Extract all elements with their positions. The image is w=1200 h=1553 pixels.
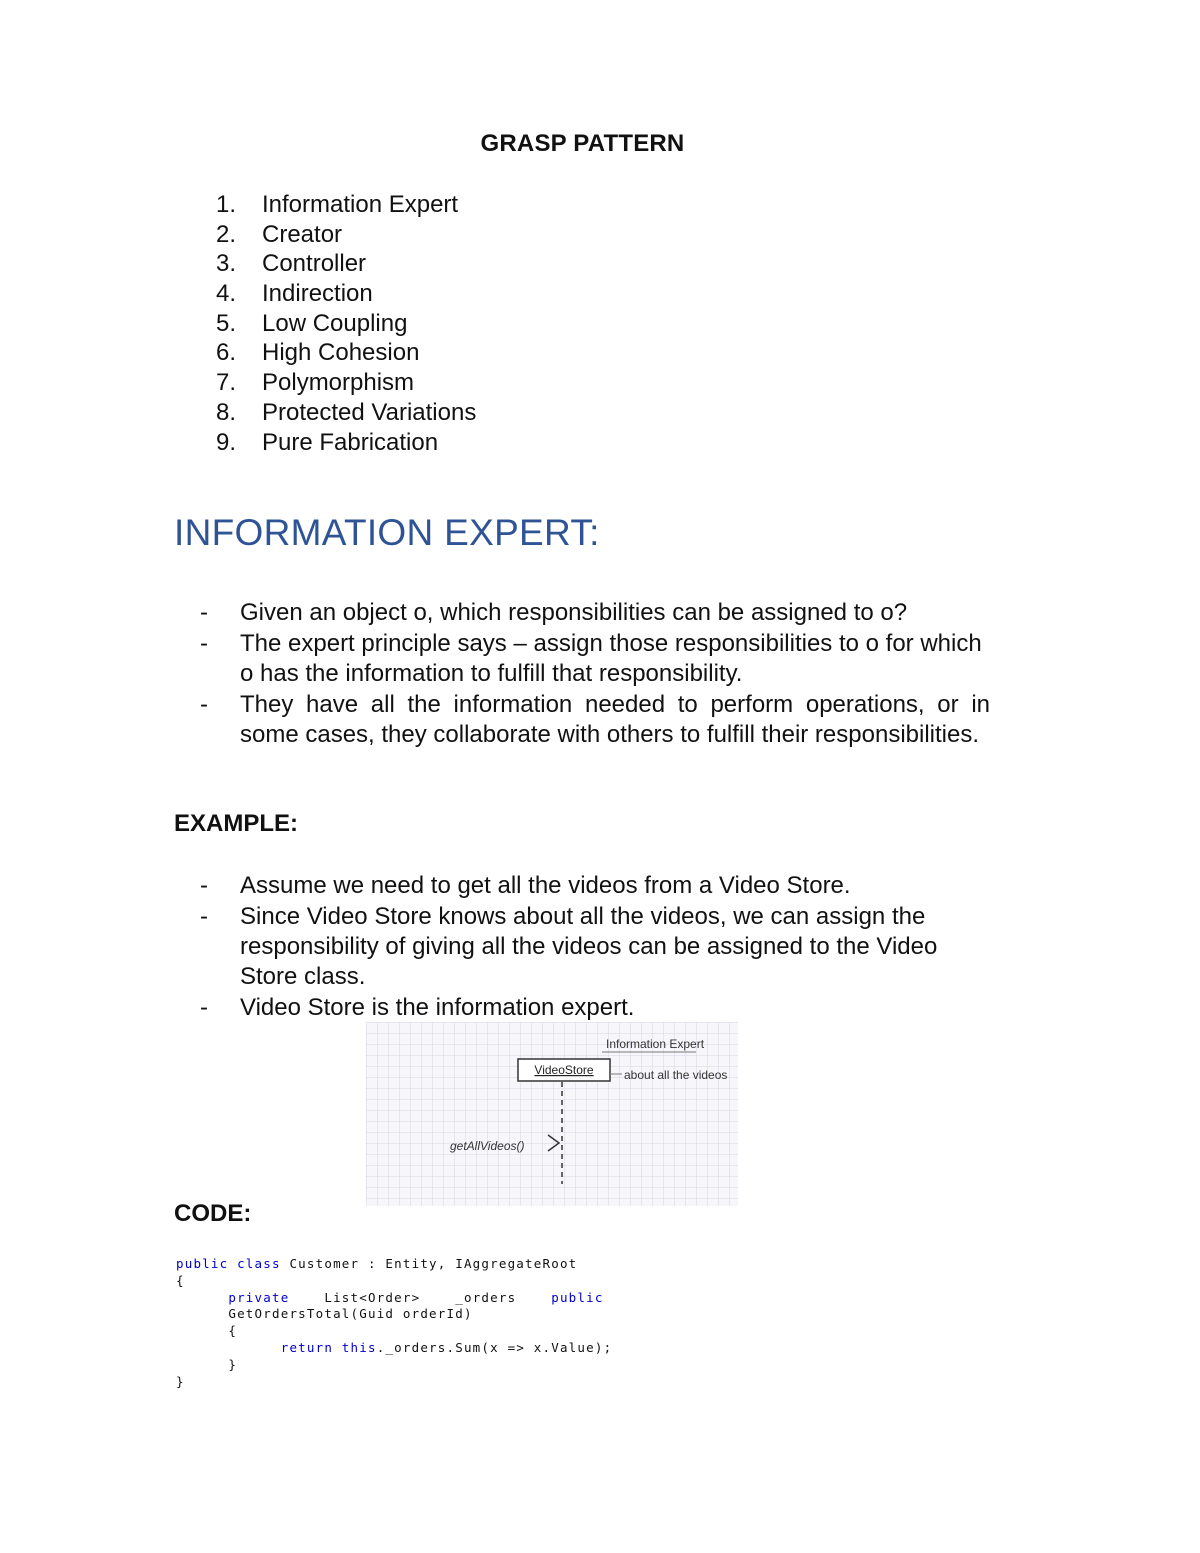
list-label: Controller <box>262 250 367 278</box>
code-text: ._orders.Sum(x => x.Value); <box>376 1339 613 1355</box>
list-number: 5. <box>216 309 237 337</box>
list-item <box>216 428 476 458</box>
list-item <box>216 249 476 279</box>
list-item <box>216 368 476 398</box>
list-item <box>216 220 476 250</box>
list-number: 6. <box>216 339 237 367</box>
code-text: Customer : Entity, IAggregateRoot <box>280 1256 578 1271</box>
bullet-item <box>200 993 990 1023</box>
list-item <box>216 309 476 339</box>
list-label: High Cohesion <box>262 339 420 367</box>
note-text: about all the videos <box>624 1068 728 1082</box>
list-label: Pure Fabrication <box>262 428 439 456</box>
bullet-text: Given an object o, which responsibilities can be assigned to o? <box>240 599 908 626</box>
bullet-dash: - <box>200 903 208 931</box>
note-title: Information Expert <box>606 1037 705 1051</box>
bullet-dash: - <box>200 630 208 658</box>
list-label: Protected Variations <box>262 398 477 426</box>
bullet-text: The expert principle says – assign those responsibilities to o for which o has the information to fulfill that responsibility. <box>240 630 982 688</box>
class-name: VideoStore <box>534 1063 594 1077</box>
bullet-item <box>200 690 990 750</box>
bullet-dash: - <box>200 691 208 719</box>
list-label: Indirection <box>262 280 373 308</box>
list-number: 8. <box>216 398 237 426</box>
list-item <box>216 190 476 220</box>
section-bullets <box>200 598 990 751</box>
code-text: { <box>228 1323 238 1339</box>
list-number: 4. <box>216 280 237 308</box>
code-text: GetOrdersTotal(Guid orderId) <box>228 1306 473 1322</box>
code-keyword: return this <box>280 1339 377 1355</box>
list-number: 1. <box>216 191 237 218</box>
pattern-list <box>216 190 476 457</box>
list-item <box>216 338 476 368</box>
sequence-diagram <box>366 1022 738 1206</box>
example-bullets <box>200 871 990 1024</box>
bullet-dash: - <box>200 872 208 899</box>
list-number: 2. <box>216 220 237 248</box>
list-label: Polymorphism <box>262 369 415 397</box>
bullet-dash: - <box>200 994 208 1022</box>
bullet-item <box>200 598 990 628</box>
bullet-text: Since Video Store knows about all the videos, we can assign the responsibility of giving all the videos can be assigned to the Video Store class. <box>240 903 938 990</box>
bullet-dash: - <box>200 599 208 626</box>
bullet-item <box>200 871 990 901</box>
bullet-text: They have all the information needed to perform operations, or in some cases, they collaborate with others to fulfill their responsibilities. <box>240 691 990 749</box>
list-number: 7. <box>216 369 237 397</box>
bullet-item <box>200 629 990 689</box>
list-number: 9. <box>216 428 237 456</box>
list-label: Information Expert <box>262 191 459 218</box>
bullet-text: Video Store is the information expert. <box>240 994 635 1022</box>
bullet-item <box>200 902 990 991</box>
list-label: Creator <box>262 220 343 248</box>
code-keyword: public class <box>176 1256 281 1271</box>
code-keyword: public <box>551 1289 604 1305</box>
list-label: Low Coupling <box>262 309 408 337</box>
bullet-text: Assume we need to get all the videos from a Video Store. <box>240 872 851 899</box>
code-text: { <box>176 1272 185 1288</box>
code-text: } <box>176 1373 185 1389</box>
list-number: 3. <box>216 250 237 278</box>
list-item <box>216 279 476 309</box>
code-heading: CODE: <box>174 1200 252 1227</box>
list-item <box>216 398 476 428</box>
code-text: List<Order> _orders <box>289 1289 552 1305</box>
code-text: } <box>228 1356 238 1372</box>
code-block <box>176 1256 612 1390</box>
message-label: getAllVideos() <box>450 1139 525 1153</box>
example-heading: EXAMPLE: <box>174 810 299 837</box>
code-keyword: private <box>228 1289 290 1305</box>
section-heading: INFORMATION EXPERT: <box>174 512 600 553</box>
document-title: GRASP PATTERN <box>480 130 685 157</box>
